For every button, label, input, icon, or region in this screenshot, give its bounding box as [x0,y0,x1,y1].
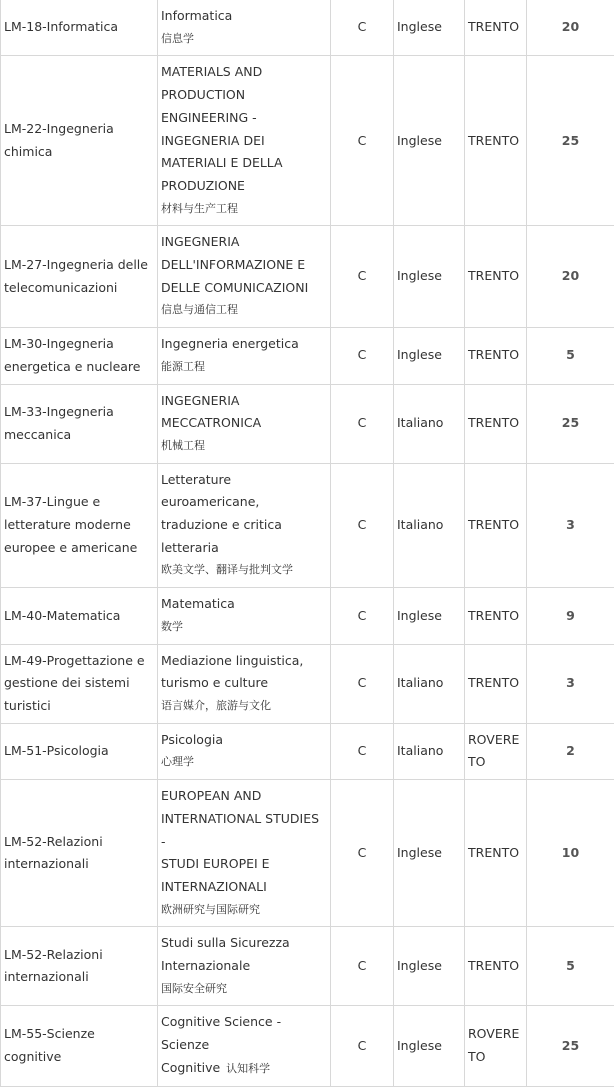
class-cell: LM-55-Scienze cognitive [1,1006,158,1086]
course-cell [158,588,331,644]
places-cell: 3 [527,463,614,588]
course-name-line: DELL'INFORMAZIONE E [161,254,327,277]
language-cell: Inglese [394,588,465,644]
language-cell: Inglese [394,780,465,927]
course-name-chinese: 信息与通信工程 [161,299,327,322]
course-cell [158,328,331,384]
type-cell: C [331,1006,394,1086]
language-cell: Italiano [394,463,465,588]
course-cell [158,927,331,1006]
class-cell: LM-51-Psicologia [1,723,158,779]
type-cell: C [331,927,394,1006]
table-row [1,1006,614,1086]
course-name-line: Letterature euroamericane, [161,469,327,514]
type-cell: C [331,328,394,384]
table-row [1,463,614,588]
course-name-line: INTERNATIONAL STUDIES - [161,808,327,853]
table-row [1,56,614,226]
language-cell: Inglese [394,1006,465,1086]
course-cell [158,463,331,588]
city-cell: TRENTO [465,384,527,463]
course-name-line: Cognitive [161,1060,220,1075]
type-cell: C [331,588,394,644]
course-name-chinese: 认知科学 [226,1062,270,1075]
table-row [1,226,614,328]
city-cell: ROVERETO [465,1006,527,1086]
type-cell: C [331,226,394,328]
table-row [1,328,614,384]
class-cell: LM-52-Relazioni internazionali [1,780,158,927]
course-cell [158,0,331,56]
table-row [1,723,614,779]
course-name-line: MATERIALI E DELLA [161,152,327,175]
course-name-line: MATERIALS AND [161,61,327,84]
table-body [1,0,614,1086]
city-cell: TRENTO [465,927,527,1006]
places-cell: 20 [527,0,614,56]
course-name-line: traduzione e critica [161,514,327,537]
places-cell: 9 [527,588,614,644]
course-cell [158,723,331,779]
course-name-line: Matematica [161,593,327,616]
course-name-line: DELLE COMUNICAZIONI [161,277,327,300]
course-cell [158,56,331,226]
course-cell [158,644,331,723]
city-cell: ROVERETO [465,723,527,779]
course-cell [158,780,331,927]
course-name-chinese: 材料与生产工程 [161,198,327,221]
city-cell: TRENTO [465,644,527,723]
type-cell: C [331,780,394,927]
course-name-line: Cognitive Science - Scienze [161,1011,327,1056]
course-name-line: ENGINEERING - [161,107,327,130]
course-name-line: MECCATRONICA [161,412,327,435]
language-cell: Inglese [394,56,465,226]
course-name-line: STUDI EUROPEI E [161,853,327,876]
city-cell: TRENTO [465,226,527,328]
type-cell: C [331,463,394,588]
course-name-chinese: 能源工程 [161,356,327,379]
course-name-line: Studi sulla Sicurezza [161,932,327,955]
class-cell: LM-52-Relazioni internazionali [1,927,158,1006]
course-name-line: Internazionale [161,955,327,978]
city-cell: TRENTO [465,328,527,384]
language-cell: Inglese [394,328,465,384]
course-name-line: EUROPEAN AND [161,785,327,808]
course-last-line [161,1057,327,1081]
city-cell: TRENTO [465,588,527,644]
city-cell: TRENTO [465,780,527,927]
language-cell: Italiano [394,384,465,463]
places-cell: 25 [527,384,614,463]
places-cell: 3 [527,644,614,723]
course-name-line: letteraria [161,537,327,560]
places-cell: 25 [527,1006,614,1086]
class-cell: LM-40-Matematica [1,588,158,644]
course-name-line: Ingegneria energetica [161,333,327,356]
table-row [1,644,614,723]
places-cell: 2 [527,723,614,779]
type-cell: C [331,723,394,779]
course-name-line: INTERNAZIONALI [161,876,327,899]
places-cell: 5 [527,328,614,384]
class-cell: LM-49-Progettazione e gestione dei sistemi turistici [1,644,158,723]
type-cell: C [331,384,394,463]
course-cell [158,384,331,463]
city-cell: TRENTO [465,56,527,226]
language-cell: Inglese [394,927,465,1006]
course-cell [158,1006,331,1086]
course-name-chinese: 欧洲研究与国际研究 [161,899,327,922]
class-cell: LM-22-Ingegneria chimica [1,56,158,226]
class-cell: LM-27-Ingegneria delle telecomunicazioni [1,226,158,328]
table-row [1,588,614,644]
type-cell: C [331,0,394,56]
language-cell: Italiano [394,723,465,779]
city-cell: TRENTO [465,0,527,56]
course-name-chinese: 信息学 [161,28,327,51]
table-row [1,780,614,927]
table-row [1,384,614,463]
class-cell: LM-37-Lingue e letterature moderne europee e americane [1,463,158,588]
places-cell: 25 [527,56,614,226]
course-name-chinese: 语言媒介，旅游与文化 [161,695,327,718]
course-name-chinese: 心理学 [161,751,327,774]
class-cell: LM-30-Ingegneria energetica e nucleare [1,328,158,384]
course-name-line: INGEGNERIA DEI [161,130,327,153]
table-row [1,927,614,1006]
course-name-line: turismo e culture [161,672,327,695]
course-name-line: INGEGNERIA [161,231,327,254]
city-cell: TRENTO [465,463,527,588]
course-name-line: Mediazione linguistica, [161,650,327,673]
language-cell: Inglese [394,226,465,328]
course-name-chinese: 数学 [161,616,327,639]
course-name-chinese: 欧美文学、翻译与批判文学 [161,559,327,582]
places-cell: 5 [527,927,614,1006]
table-row [1,0,614,56]
type-cell: C [331,644,394,723]
places-cell: 20 [527,226,614,328]
course-name-line: Psicologia [161,729,327,752]
course-name-line: PRODUCTION [161,84,327,107]
class-cell: LM-18-Informatica [1,0,158,56]
places-cell: 10 [527,780,614,927]
course-name-line: INGEGNERIA [161,390,327,413]
class-cell: LM-33-Ingegneria meccanica [1,384,158,463]
course-cell [158,226,331,328]
language-cell: Italiano [394,644,465,723]
language-cell: Inglese [394,0,465,56]
course-name-line: PRODUZIONE [161,175,327,198]
course-name-chinese: 国际安全研究 [161,978,327,1001]
course-name-line: Informatica [161,5,327,28]
course-name-chinese: 机械工程 [161,435,327,458]
type-cell: C [331,56,394,226]
